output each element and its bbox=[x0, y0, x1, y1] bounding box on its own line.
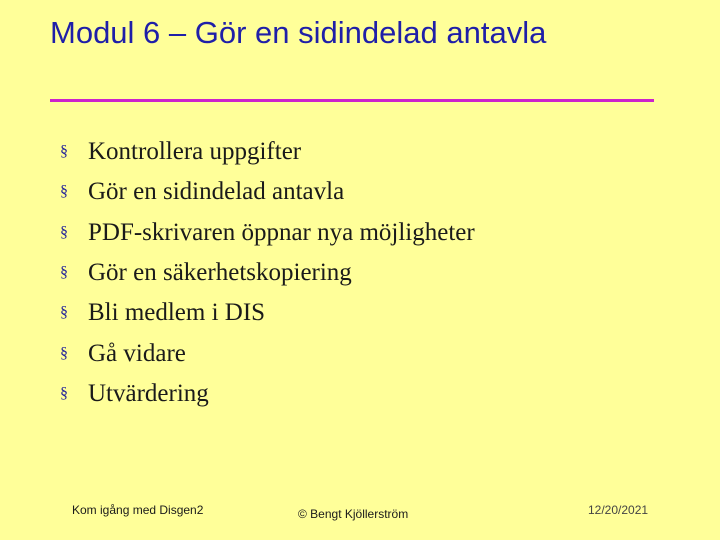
footer-copyright: © Bengt Kjöllerström bbox=[298, 507, 409, 521]
footer-date: 12/20/2021 bbox=[588, 503, 649, 517]
list-item bbox=[60, 293, 475, 333]
list-item-text: Utvärdering bbox=[88, 379, 209, 407]
list-item bbox=[60, 374, 475, 414]
list-item-text: Gör en säkerhetskopiering bbox=[88, 259, 352, 287]
list-item-text: Bli medlem i DIS bbox=[88, 299, 266, 327]
list-item bbox=[60, 132, 475, 172]
list-item bbox=[60, 172, 475, 212]
list-item bbox=[60, 253, 475, 293]
section-sign-icon: § bbox=[60, 304, 68, 322]
slide-title: Modul 6 – Gör en sidindelad antavla bbox=[50, 15, 547, 50]
title-underline bbox=[50, 99, 654, 102]
list-item-text: Gå vidare bbox=[88, 339, 186, 367]
list-item bbox=[60, 213, 475, 253]
section-sign-icon: § bbox=[60, 183, 68, 201]
section-sign-icon: § bbox=[60, 344, 68, 362]
section-sign-icon: § bbox=[60, 264, 68, 282]
list-item bbox=[60, 333, 475, 373]
section-sign-icon: § bbox=[60, 223, 68, 241]
bullet-list bbox=[60, 132, 475, 414]
section-sign-icon: § bbox=[60, 143, 68, 161]
list-item-text: Kontrollera uppgifter bbox=[88, 138, 302, 166]
list-item-text: Gör en sidindelad antavla bbox=[88, 178, 345, 206]
list-item-text: PDF-skrivaren öppnar nya möjligheter bbox=[88, 218, 475, 246]
footer-course-title: Kom igång med Disgen2 bbox=[72, 503, 204, 517]
section-sign-icon: § bbox=[60, 384, 68, 402]
